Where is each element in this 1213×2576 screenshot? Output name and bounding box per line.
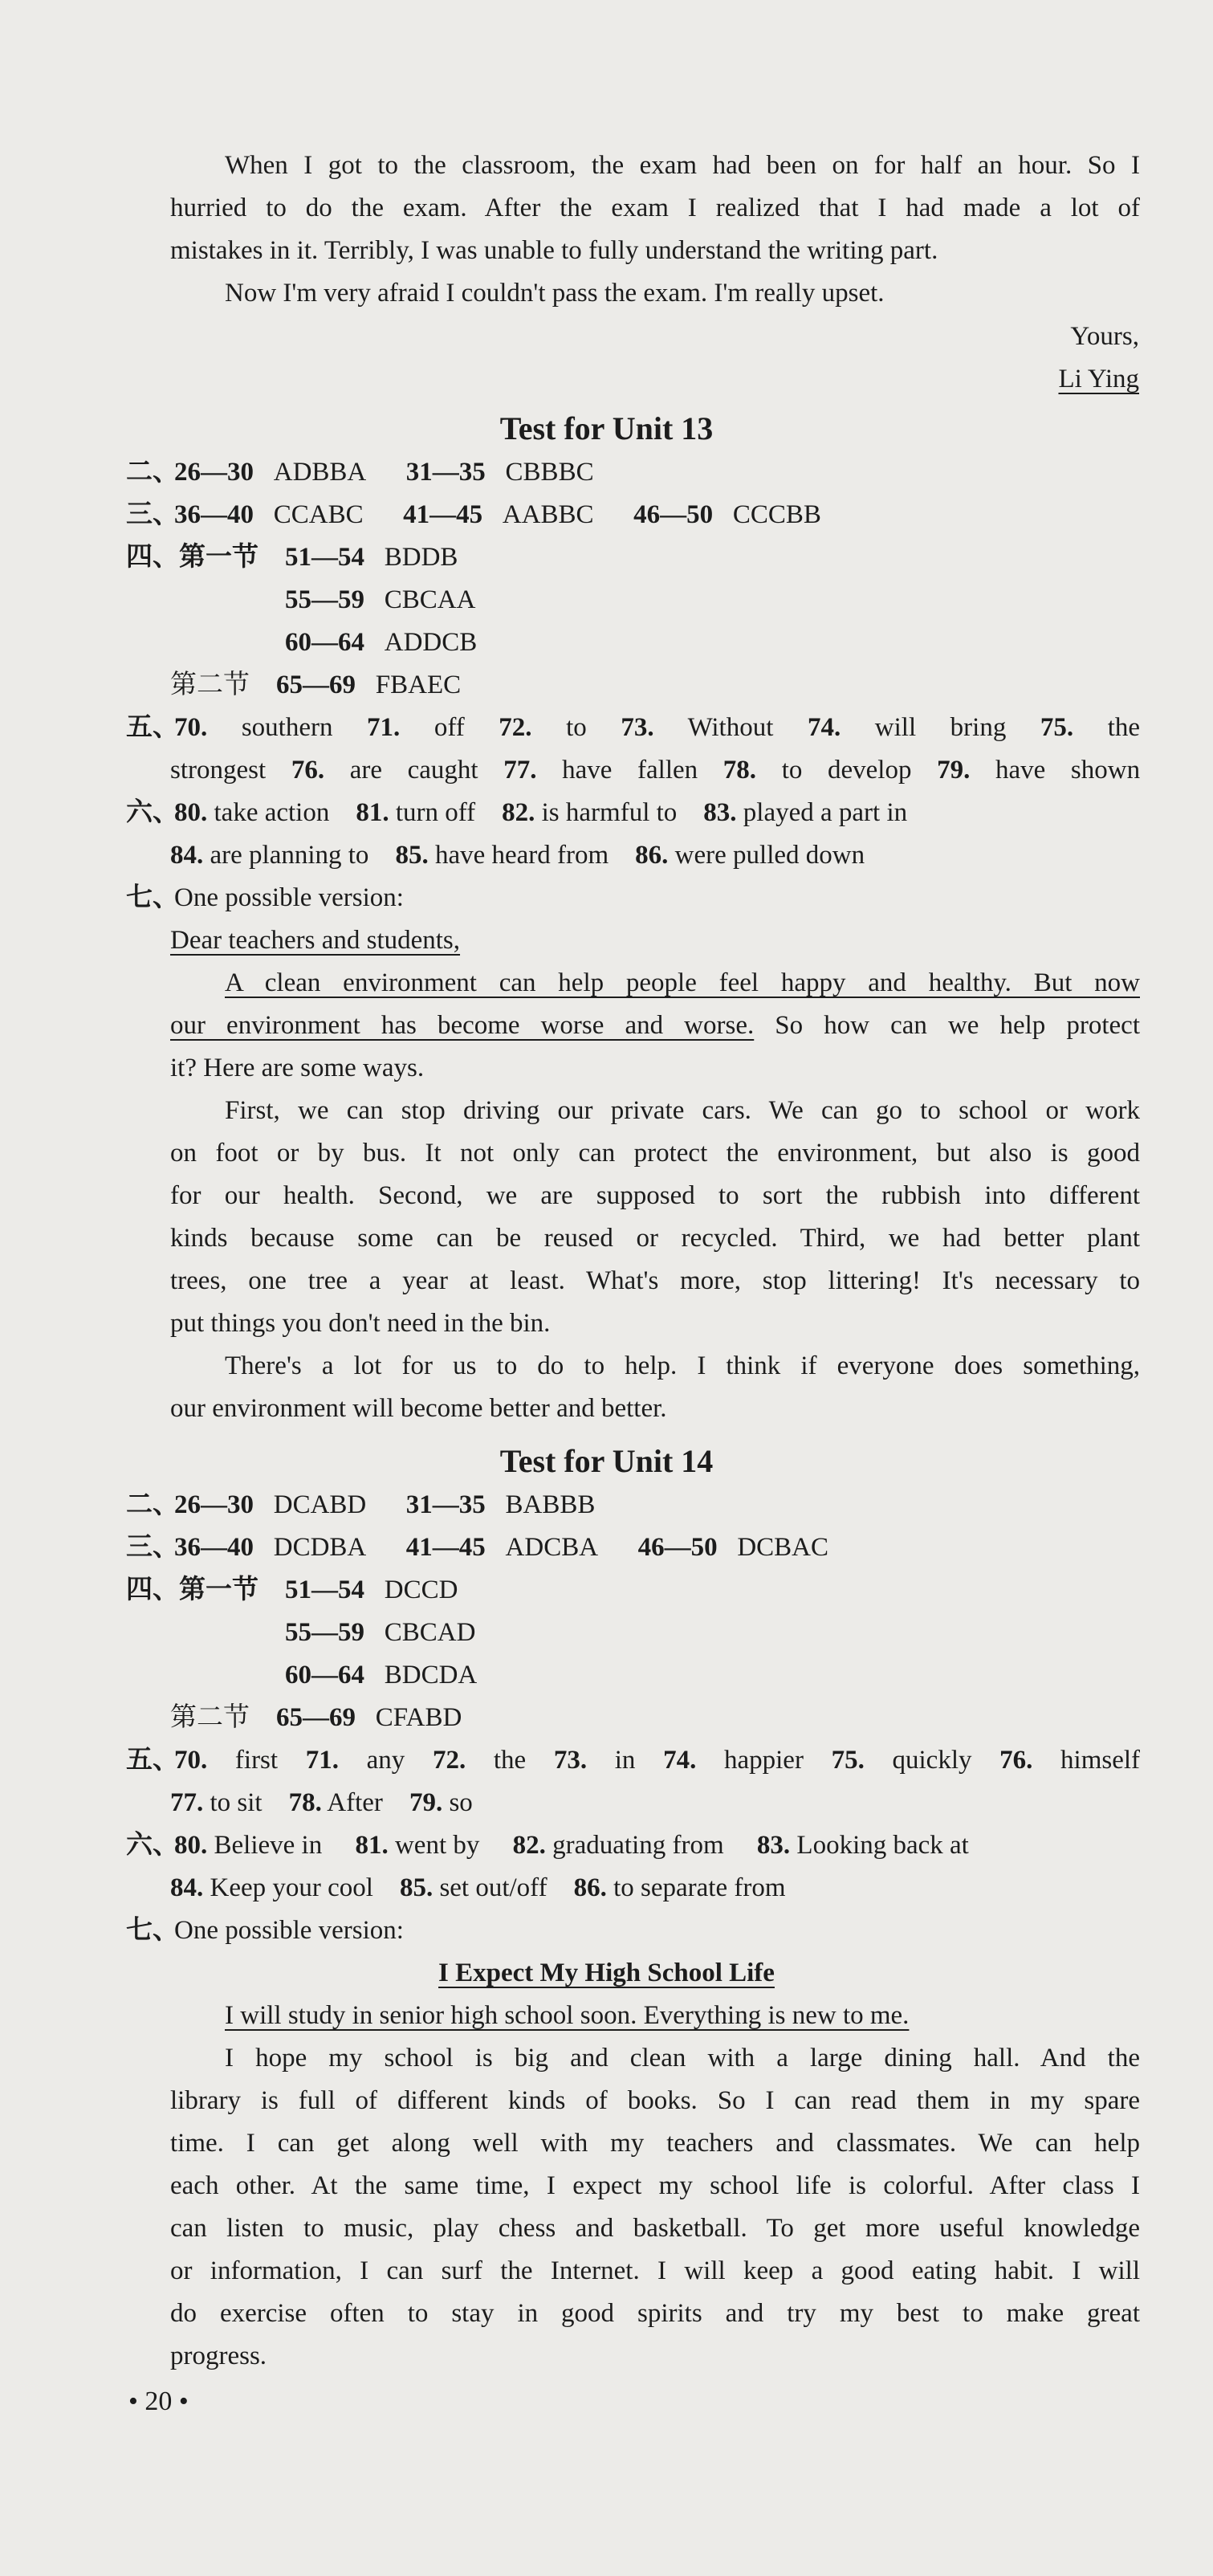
page-number: • 20 • xyxy=(128,2386,189,2416)
q-num: 81. xyxy=(355,1831,389,1860)
u13-s4-part2 xyxy=(170,664,461,707)
answer: AABBC xyxy=(502,500,594,529)
q-num: 84. xyxy=(170,1873,204,1902)
u14-essay-line: each other. At the same time, I expect my school life is colorful. After class I xyxy=(170,2171,1140,2200)
u13-s3-row xyxy=(174,494,821,536)
answer: to sit xyxy=(210,1788,263,1817)
answer: ADBBA xyxy=(273,458,367,487)
q-num: 82. xyxy=(512,1831,546,1860)
q-num: 26—30 xyxy=(174,1490,254,1519)
q-num: 36—40 xyxy=(174,500,254,529)
letter-signature: Li Ying xyxy=(1058,365,1139,393)
u13-essay-line xyxy=(170,1005,1140,1047)
u13-essay-line: trees, one tree a year at least. What's more, stop littering! It's necessary to xyxy=(170,1266,1140,1295)
u14-essay-line xyxy=(170,1995,1140,2037)
q-num: 55—59 xyxy=(285,585,364,614)
u14-essay-line: or information, I can surf the Internet. I will keep a good eating habit. I will xyxy=(170,2256,1140,2285)
q-num: 85. xyxy=(395,841,429,870)
answer: DCCD xyxy=(384,1575,458,1604)
answer: were pulled down xyxy=(674,841,865,870)
u14-s5-label: 五、 xyxy=(126,1746,179,1775)
u13-essay-line: kinds because some can be reused or recycled. Third, we had better plant xyxy=(170,1224,1140,1253)
u13-s2-row xyxy=(174,451,594,494)
answer: Looking back at xyxy=(796,1831,969,1860)
answer: BDCDA xyxy=(384,1661,478,1689)
u14-essay-line: I hope my school is big and clean with a large dining hall. And the xyxy=(225,2044,1140,2073)
answer: CCCBB xyxy=(732,500,821,529)
q-num: 77. xyxy=(503,756,537,785)
answer: ADDCB xyxy=(384,628,478,657)
answer: first xyxy=(234,1746,279,1775)
answer: so xyxy=(449,1788,473,1817)
u13-s5-row-2 xyxy=(170,749,1140,792)
answer: the xyxy=(1107,713,1141,742)
u14-s5-row-2 xyxy=(170,1782,473,1824)
u13-s3-label: 三、 xyxy=(126,500,179,529)
q-num: 86. xyxy=(635,841,669,870)
u13-essay-line: First, we can stop driving our private cars. We can go to school or work xyxy=(225,1096,1140,1125)
topic-sentence: A clean environment can help people feel happy and healthy. But now xyxy=(225,968,1140,997)
q-num: 51—54 xyxy=(285,543,364,572)
u13-essay-line: it? Here are some ways. xyxy=(170,1054,425,1082)
answer: the xyxy=(493,1746,527,1775)
u14-s7-intro: One possible version: xyxy=(174,1916,404,1945)
answer: Without xyxy=(687,713,774,742)
u14-s2-label: 二、 xyxy=(126,1490,179,1519)
q-num: 81. xyxy=(356,798,389,827)
u14-s4-row-2 xyxy=(285,1612,475,1654)
q-num: 70. xyxy=(174,1746,208,1775)
part2-label: 第二节 xyxy=(170,670,250,699)
answer: to xyxy=(566,713,587,742)
q-num: 73. xyxy=(553,1746,588,1775)
q-num: 83. xyxy=(756,1831,791,1860)
essay-text: So how can we help protect xyxy=(754,1011,1140,1040)
q-num: 86. xyxy=(573,1873,607,1902)
answer: have heard from xyxy=(434,841,609,870)
part2-label: 第二节 xyxy=(170,1703,250,1732)
q-num: 72. xyxy=(499,713,532,742)
answer: off xyxy=(434,713,465,742)
letter-line-2: hurried to do the exam. After the exam I realized that I had made a lot of xyxy=(170,194,1140,222)
u13-salutation: Dear teachers and students, xyxy=(170,926,461,955)
u13-s4-row-3 xyxy=(285,622,477,664)
u14-s6-row-2 xyxy=(170,1867,785,1910)
u13-essay-line xyxy=(170,962,1140,1005)
q-num: 76. xyxy=(291,756,325,785)
answer: to separate from xyxy=(613,1873,786,1902)
answer: DCABD xyxy=(273,1490,367,1519)
letter-para-2: Now I'm very afraid I couldn't pass the exam. I'm really upset. xyxy=(225,279,885,308)
u14-s6-label: 六、 xyxy=(126,1831,179,1860)
answer: have shown xyxy=(995,756,1141,785)
answer: turn off xyxy=(395,798,476,827)
u14-s4-row-1 xyxy=(285,1569,458,1612)
answer: graduating from xyxy=(552,1831,724,1860)
q-num: 31—35 xyxy=(405,458,486,487)
q-num: 65—69 xyxy=(276,1703,356,1732)
q-num: 41—45 xyxy=(403,500,483,529)
q-num: 60—64 xyxy=(285,628,364,657)
u13-s6-row-1 xyxy=(174,792,907,834)
u14-s7-label: 七、 xyxy=(126,1916,179,1945)
u14-s4-row-3 xyxy=(285,1654,477,1697)
u14-essay-line: time. I can get along well with my teachers and classmates. We can help xyxy=(170,2129,1140,2158)
answer: FBAEC xyxy=(375,670,462,699)
q-num: 60—64 xyxy=(285,1661,364,1689)
q-num: 79. xyxy=(937,756,971,785)
answer: to develop xyxy=(781,756,912,785)
u13-s6-label: 六、 xyxy=(126,798,179,827)
u14-s3-label: 三、 xyxy=(126,1533,179,1562)
answer: set out/off xyxy=(439,1873,547,1902)
u14-s4-label: 四、第一节 xyxy=(126,1575,258,1604)
q-num: 75. xyxy=(1040,713,1074,742)
answer: ADCBA xyxy=(505,1533,599,1562)
answer: went by xyxy=(394,1831,480,1860)
u14-s4-part2 xyxy=(170,1697,462,1739)
q-num: 80. xyxy=(174,1831,208,1860)
u13-s5-label: 五、 xyxy=(126,713,179,742)
u13-essay-line: for our health. Second, we are supposed to sort the rubbish into different xyxy=(170,1181,1140,1210)
u13-essay-line: our environment will become better and better. xyxy=(170,1394,667,1423)
q-num: 46—50 xyxy=(637,1533,718,1562)
q-num: 73. xyxy=(621,713,654,742)
unit13-title: Test for Unit 13 xyxy=(499,410,714,446)
q-num: 46—50 xyxy=(633,500,714,529)
answer: BABBB xyxy=(505,1490,596,1519)
u14-essay-line: do exercise often to stay in good spirits and try my best to make great xyxy=(170,2299,1140,2328)
q-num: 55—59 xyxy=(285,1618,364,1647)
answer: BDDB xyxy=(384,543,458,572)
q-num: 79. xyxy=(409,1788,443,1817)
answer: DCDBA xyxy=(273,1533,367,1562)
q-num: 74. xyxy=(663,1746,697,1775)
answer: CBCAD xyxy=(384,1618,476,1647)
q-num: 74. xyxy=(807,713,841,742)
topic-sentence: I will study in senior high school soon. Everything is new to me. xyxy=(225,2001,910,2030)
u14-essay-title: I Expect My High School Life xyxy=(438,1958,775,1987)
u13-s5-row-1 xyxy=(174,707,1140,749)
answer: take action xyxy=(214,798,330,827)
answer: Believe in xyxy=(214,1831,323,1860)
answer: are caught xyxy=(349,756,478,785)
u13-s4-label: 四、第一节 xyxy=(126,543,258,572)
q-num: 76. xyxy=(999,1746,1033,1775)
q-num: 72. xyxy=(432,1746,466,1775)
answer: happier xyxy=(723,1746,804,1775)
u13-s7-label: 七、 xyxy=(126,883,179,912)
answer: CBBBC xyxy=(505,458,594,487)
answer: in xyxy=(614,1746,636,1775)
q-num: 36—40 xyxy=(174,1533,254,1562)
q-num: 77. xyxy=(170,1788,204,1817)
q-num: 26—30 xyxy=(174,458,254,487)
u13-essay-line: put things you don't need in the bin. xyxy=(170,1309,551,1338)
answer: Keep your cool xyxy=(210,1873,373,1902)
u13-essay-line: on foot or by bus. It not only can protect the environment, but also is good xyxy=(170,1139,1140,1168)
q-num: 83. xyxy=(703,798,737,827)
answer: southern xyxy=(241,713,333,742)
u14-essay-line: progress. xyxy=(170,2342,267,2370)
answer: CCABC xyxy=(273,500,364,529)
answer: played a part in xyxy=(743,798,908,827)
q-num: 41—45 xyxy=(405,1533,486,1562)
q-num: 82. xyxy=(502,798,535,827)
topic-sentence: our environment has become worse and worse. xyxy=(170,1011,755,1040)
answer: strongest xyxy=(170,756,267,785)
answer: CFABD xyxy=(375,1703,462,1732)
u14-s6-row-1 xyxy=(174,1824,969,1867)
unit14-title: Test for Unit 14 xyxy=(499,1443,714,1479)
q-num: 75. xyxy=(831,1746,865,1775)
u13-s6-row-2 xyxy=(170,834,865,877)
q-num: 80. xyxy=(174,798,208,827)
letter-line-3: mistakes in it. Terribly, I was unable to fully understand the writing part. xyxy=(170,236,938,265)
u13-s4-row-2 xyxy=(285,579,475,622)
answer: will bring xyxy=(874,713,1007,742)
q-num: 65—69 xyxy=(276,670,356,699)
answer: After xyxy=(327,1788,383,1817)
q-num: 71. xyxy=(367,713,401,742)
answer: is harmful to xyxy=(541,798,678,827)
letter-closing: Yours, xyxy=(1070,322,1139,351)
answer: himself xyxy=(1060,1746,1141,1775)
answer: any xyxy=(366,1746,405,1775)
q-num: 70. xyxy=(174,713,208,742)
q-num: 51—54 xyxy=(285,1575,364,1604)
u13-s7-intro: One possible version: xyxy=(174,883,404,912)
answer: DCBAC xyxy=(737,1533,829,1562)
q-num: 31—35 xyxy=(405,1490,486,1519)
u13-s2-label: 二、 xyxy=(126,458,179,487)
q-num: 84. xyxy=(170,841,204,870)
u14-s2-row xyxy=(174,1484,595,1526)
u13-s4-row-1 xyxy=(285,536,458,579)
answer: are planning to xyxy=(210,841,369,870)
answer: CBCAA xyxy=(384,585,476,614)
q-num: 71. xyxy=(305,1746,339,1775)
u14-essay-line: can listen to music, play chess and basketball. To get more useful knowledge xyxy=(170,2214,1140,2243)
q-num: 78. xyxy=(288,1788,322,1817)
u13-essay-line: There's a lot for us to do to help. I think if everyone does something, xyxy=(225,1351,1140,1380)
u14-essay-line: library is full of different kinds of books. So I can read them in my spare xyxy=(170,2086,1140,2115)
q-num: 78. xyxy=(723,756,757,785)
letter-line-1: When I got to the classroom, the exam had been on for half an hour. So I xyxy=(225,151,1140,180)
answer: quickly xyxy=(892,1746,972,1775)
u14-s5-row-1 xyxy=(174,1739,1140,1782)
answer: have fallen xyxy=(562,756,698,785)
u14-s3-row xyxy=(174,1526,828,1569)
q-num: 85. xyxy=(399,1873,434,1902)
